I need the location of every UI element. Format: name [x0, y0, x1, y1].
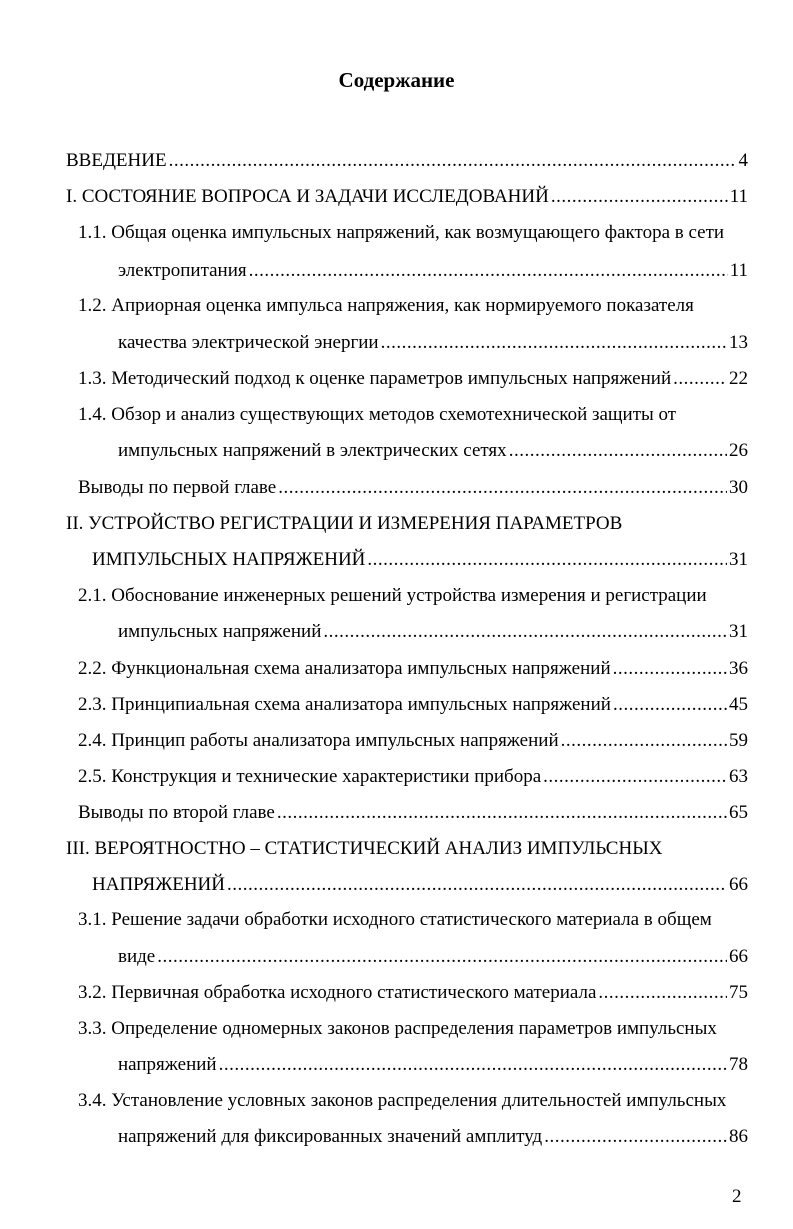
toc-entry-text: напряжений для фиксированных значений амплитуд: [118, 1126, 543, 1147]
toc-page-number: 65: [729, 802, 748, 823]
toc-dot-leader: [323, 619, 727, 645]
toc-entry-conclusions-2: [78, 800, 748, 826]
toc-dot-leader: [381, 330, 727, 356]
toc-dot-leader: [598, 980, 727, 1006]
page-number: 2: [732, 1186, 742, 1207]
toc-entry-3-1: [118, 944, 748, 970]
toc-entry-1-4-line1: 1.4. Обзор и анализ существующих методов схемотехнической защиты от: [78, 404, 677, 425]
toc-page-number: 45: [729, 694, 748, 715]
toc-entry-2-1: [118, 619, 748, 645]
toc-page-number: 13: [729, 332, 748, 353]
toc-dot-leader: [673, 366, 727, 392]
toc-page-number: 30: [729, 477, 748, 498]
toc-entry-chapter-1: [66, 184, 748, 210]
toc-dot-leader: [543, 764, 727, 790]
toc-entry-3-4: [118, 1124, 748, 1150]
toc-page-number: 86: [729, 1126, 748, 1147]
toc-entry-3-4-line1: 3.4. Установление условных законов распределения длительностей импульсных: [78, 1090, 727, 1111]
toc-page-number: 31: [729, 549, 748, 570]
toc-entry-text: I. СОСТОЯНИЕ ВОПРОСА И ЗАДАЧИ ИССЛЕДОВАНИЙ: [66, 186, 549, 207]
toc-entry-3-3-line1: 3.3. Определение одномерных законов распределения параметров импульсных: [78, 1018, 717, 1039]
toc-dot-leader: [367, 547, 727, 573]
toc-page-number: 11: [729, 186, 748, 207]
toc-entry-1-4: [118, 438, 748, 464]
toc-entry-text: напряжений: [118, 1054, 217, 1075]
toc-dot-leader: [544, 1124, 727, 1150]
page-title: Содержание: [338, 68, 455, 92]
toc-entry-chapter-2: [92, 547, 748, 573]
toc-entry-text: НАПРЯЖЕНИЙ: [92, 874, 225, 895]
toc-page-number: 22: [729, 368, 748, 389]
toc-dot-leader: [227, 872, 727, 898]
toc-dot-leader: [249, 258, 728, 284]
toc-entry-2-1-line1: 2.1. Обоснование инженерных решений устройства измерения и регистрации: [78, 585, 707, 606]
toc-entry-text: 3.2. Первичная обработка исходного статистического материала: [78, 982, 597, 1003]
toc-entry-1-2-line1: 1.2. Априорная оценка импульса напряжения, как нормируемого показателя: [78, 295, 694, 316]
toc-entry-1-2: [118, 330, 748, 356]
toc-entry-text: Выводы по второй главе: [78, 802, 275, 823]
toc-page-number: 63: [729, 766, 748, 787]
toc-entry-3-2: [78, 980, 748, 1006]
toc-entry-3-1-line1: 3.1. Решение задачи обработки исходного статистического материала в общем: [78, 909, 712, 930]
toc-entry-chapter-3: [92, 872, 748, 898]
toc-entry-text: ВВЕДЕНИЕ: [66, 150, 167, 171]
toc-entry-text: 2.3. Принципиальная схема анализатора импульсных напряжений: [78, 694, 611, 715]
toc-entry-text: импульсных напряжений в электрических сетях: [118, 440, 507, 461]
toc-entry-3-3: [118, 1052, 748, 1078]
toc-entry-text: 1.3. Методический подход к оценке параметров импульсных напряжений: [78, 368, 672, 389]
toc-entry-text: виде: [118, 946, 156, 967]
toc-page-number: 36: [729, 658, 748, 679]
toc-dot-leader: [561, 728, 727, 754]
toc-page-number: 66: [729, 946, 748, 967]
toc-dot-leader: [157, 944, 727, 970]
toc-entry-text: Выводы по первой главе: [78, 477, 277, 498]
toc-page-number: 31: [729, 621, 748, 642]
toc-dot-leader: [219, 1052, 727, 1078]
toc-entry-2-5: [78, 764, 748, 790]
toc-entry-introduction: [66, 148, 748, 174]
toc-dot-leader: [613, 692, 727, 718]
toc-page-number: 26: [729, 440, 748, 461]
toc-dot-leader: [277, 800, 727, 826]
toc-page-number: 11: [729, 260, 748, 281]
toc-dot-leader: [613, 656, 727, 682]
toc-entry-1-1: [118, 258, 748, 284]
toc-page-number: 66: [729, 874, 748, 895]
toc-entry-chapter-3-line1: III. ВЕРОЯТНОСТНО – СТАТИСТИЧЕСКИЙ АНАЛИЗ ИМПУЛЬСНЫХ: [66, 838, 663, 859]
toc-dot-leader: [278, 475, 727, 501]
toc-page-number: 4: [738, 150, 748, 171]
toc-entry-text: 2.2. Функциональная схема анализатора импульсных напряжений: [78, 658, 611, 679]
toc-entry-2-4: [78, 728, 748, 754]
toc-page-number: 78: [729, 1054, 748, 1075]
toc-entry-text: ИМПУЛЬСНЫХ НАПРЯЖЕНИЙ: [92, 549, 366, 570]
toc-dot-leader: [169, 148, 737, 174]
toc-page-number: 75: [729, 982, 748, 1003]
toc-dot-leader: [551, 184, 728, 210]
toc-entry-text: 2.4. Принцип работы анализатора импульсных напряжений: [78, 730, 559, 751]
toc-page-number: 59: [729, 730, 748, 751]
toc-entry-text: качества электрической энергии: [118, 332, 379, 353]
toc-entry-1-1-line1: 1.1. Общая оценка импульсных напряжений, как возмущающего фактора в сети: [78, 222, 725, 243]
toc-entry-text: импульсных напряжений: [118, 621, 322, 642]
toc-entry-2-2: [78, 656, 748, 682]
toc-entry-2-3: [78, 692, 748, 718]
toc-entry-conclusions-1: [78, 475, 748, 501]
toc-entry-chapter-2-line1: II. УСТРОЙСТВО РЕГИСТРАЦИИ И ИЗМЕРЕНИЯ ПАРАМЕТРОВ: [66, 513, 623, 534]
toc-entry-text: 2.5. Конструкция и технические характеристики прибора: [78, 766, 542, 787]
toc-dot-leader: [509, 438, 727, 464]
toc-entry-1-3: [78, 366, 748, 392]
toc-entry-text: электропитания: [118, 260, 247, 281]
